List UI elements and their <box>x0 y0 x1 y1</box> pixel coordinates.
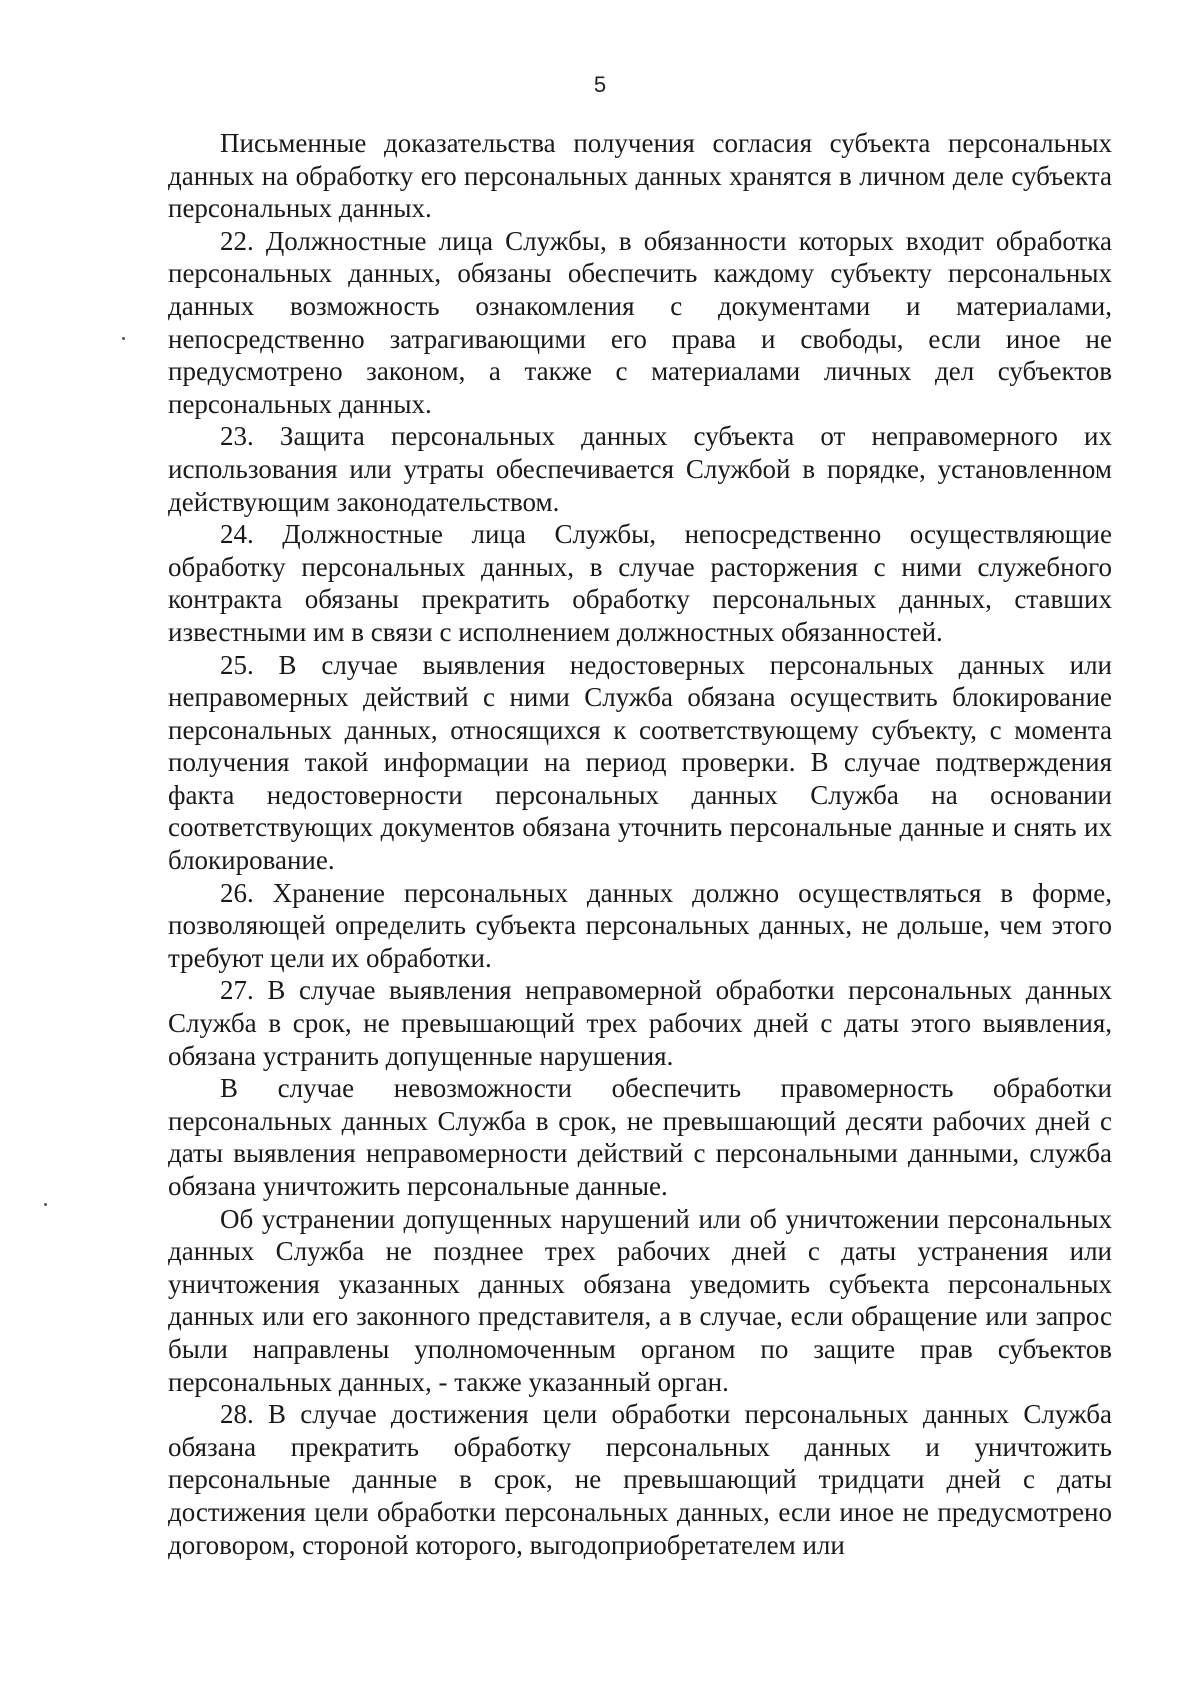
paragraph-23: 23. Защита персональных данных субъекта от неправомерного их использования или утраты обеспечивается Службой в порядке, установленном действующим законодательством. <box>168 421 1112 517</box>
paragraph-24: 24. Должностные лица Службы, непосредственно осуществляющие обработку персональных данных, в случае расторжения с ними служебного контракта обязаны прекратить обработку персональных данных, ставших известными им в связи с исполнением должностных обязанностей. <box>168 519 1112 647</box>
paragraph-22: 22. Должностные лица Службы, в обязанности которых входит обработка персональных данных, обязаны обеспечить каждому субъекту персональных данных возможность ознакомления с документами и материалами, непосредственно затрагивающими его права и свободы, если иное не предусмотрено законом, а также с материалами личных дел субъектов персональных данных. <box>168 225 1112 419</box>
paragraph-26: 26. Хранение персональных данных должно осуществляться в форме, позволяющей определить субъекта персональных данных, не дольше, чем этого требуют цели их обработки. <box>168 877 1112 973</box>
scan-dot <box>44 1203 47 1206</box>
paragraph-27: 27. В случае выявления неправомерной обработки персональных данных Служба в срок, не превышающий трех рабочих дней с даты этого выявления, обязана устранить допущенные нарушения. <box>168 975 1112 1071</box>
paragraph-consent-evidence: Письменные доказательства получения согласия субъекта персональных данных на обработку его персональных данных хранятся в личном деле субъекта персональных данных. <box>168 128 1112 224</box>
document-body <box>168 127 1112 1561</box>
paragraph-25: 25. В случае выявления недостоверных персональных данных или неправомерных действий с ними Служба обязана осуществить блокирование персональных данных, относящихся к соответствующему субъекту, с момента получения такой информации на период проверки. В случае подтверждения факта недостоверности персональных данных Служба на основании соответствующих документов обязана уточнить персональные данные и снять их блокирование. <box>168 649 1112 876</box>
paragraph-28: 28. В случае достижения цели обработки персональных данных Служба обязана прекратить обработку персональных данных и уничтожить персональные данные в срок, не превышающий тридцати дней с даты достижения цели обработки персональных данных, если иное не предусмотрено договором, стороной которого, выгодоприобретателем или <box>168 1399 1112 1560</box>
paragraph-27-notification: Об устранении допущенных нарушений или об уничтожении персональных данных Служба не позднее трех рабочих дней с даты устранения или уничтожения указанных данных обязана уведомить субъекта персональных данных или его законного представителя, а в случае, если обращение или запрос были направлены уполномоченным органом по защите прав субъектов персональных данных, - также указанный орган. <box>168 1203 1112 1397</box>
scan-dot <box>122 337 125 340</box>
page-number: 5 <box>593 72 607 97</box>
paragraph-27-impossibility: В случае невозможности обеспечить правомерность обработки персональных данных Служба в срок, не превышающий десяти рабочих дней с даты выявления неправомерности действий с персональными данными, служба обязана уничтожить персональные данные. <box>168 1073 1112 1201</box>
